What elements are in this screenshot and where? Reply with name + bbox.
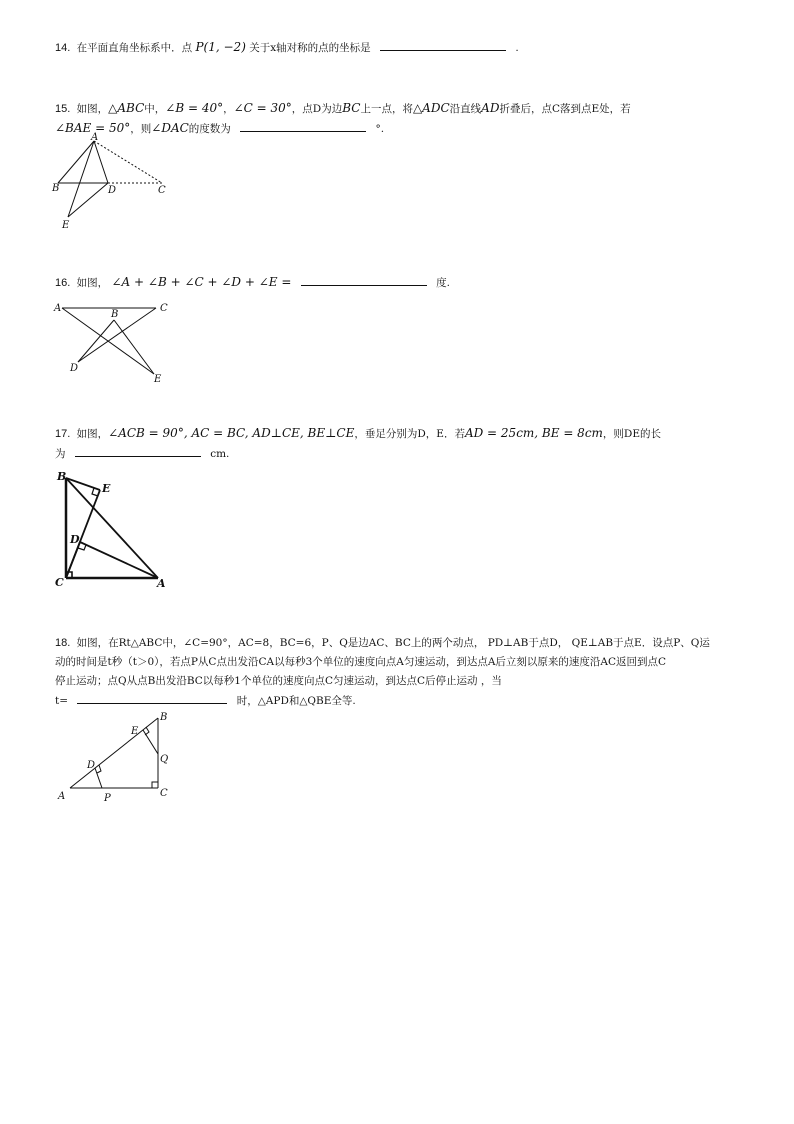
label-E: E — [62, 220, 70, 231]
segment-BE — [114, 320, 154, 374]
math-expression: △ABC — [108, 101, 145, 115]
question-16 — [55, 273, 745, 293]
label-D: D — [70, 533, 80, 546]
question-text: . — [515, 42, 519, 54]
math-expression: ∠ACB = 90°, AC = BC, AD⊥CE, BE⊥CE — [108, 426, 355, 440]
label-B: B — [111, 309, 119, 320]
question-number: 18. — [55, 637, 71, 649]
question-text: 的度数为 — [188, 123, 231, 135]
label-A: A — [91, 132, 99, 143]
question-text: cm. — [210, 448, 230, 460]
question-text: 沿直线 — [449, 103, 482, 115]
label-A: A — [54, 303, 62, 314]
label-E: E — [102, 482, 111, 495]
question-14 — [55, 38, 745, 58]
math-expression: P(1, −2) — [195, 40, 246, 54]
label-A: A — [157, 577, 166, 590]
question-line — [55, 444, 745, 464]
label-C: C — [55, 576, 64, 589]
question-17 — [55, 424, 745, 464]
label-A: A — [58, 791, 66, 802]
math-expression: △ADC — [412, 101, 450, 115]
question-15 — [55, 99, 745, 139]
question-line — [55, 99, 745, 119]
question-text: °. — [375, 123, 385, 135]
question-text: 为 — [55, 448, 66, 460]
math-expression: AD — [481, 101, 500, 115]
figure-q15 — [50, 132, 180, 235]
label-D: D — [87, 760, 96, 771]
question-18 — [55, 634, 755, 711]
math-expression: BC — [342, 101, 361, 115]
figure-q18 — [52, 710, 182, 810]
figure-q17 — [52, 470, 182, 590]
label-D: D — [70, 363, 79, 374]
question-text: 如图， — [76, 277, 109, 289]
question-line: 动的时间是t秒（t＞0），若点P从C点出发沿CA以每秒3个单位的速度向点A匀速运动，到达点A后立刻以原来的速度沿AC返回到点C — [55, 656, 667, 668]
answer-blank[interactable] — [380, 38, 506, 51]
question-line: 停止运动；点Q从点B出发沿BC以每秒1个单位的速度向点C匀速运动，到达点C后停止运动 ，当 — [55, 675, 502, 687]
label-C: C — [158, 185, 166, 196]
label-P: P — [104, 793, 111, 804]
question-line — [55, 634, 755, 653]
answer-blank[interactable] — [75, 444, 201, 457]
segment-BA — [66, 478, 158, 578]
question-text: 中， — [144, 103, 166, 115]
segment-AC-dashed — [94, 141, 162, 183]
question-text: 如图， — [76, 103, 109, 115]
question-text: ， — [223, 103, 234, 115]
question-line — [55, 691, 755, 711]
math-expression: ∠BAE = 50° — [55, 121, 131, 135]
math-expression: ∠DAC — [151, 121, 189, 135]
segment-AD — [94, 141, 108, 183]
right-angle-C — [152, 782, 158, 788]
segment-AB — [70, 718, 158, 788]
question-text: 在平面直角坐标系中．点 — [76, 42, 193, 54]
math-expression: AD = 25cm, BE = 8cm — [464, 426, 603, 440]
math-expression: ∠C = 30° — [233, 101, 292, 115]
question-text: 折叠后，点C落到点E处，若 — [499, 103, 631, 115]
question-text: 关于x轴对称的点的坐标是 — [249, 42, 371, 54]
math-expression: ∠B = 40° — [165, 101, 224, 115]
segment-AB — [58, 141, 94, 183]
question-text: 如图， — [76, 428, 109, 440]
question-text: ，则DE的长 — [602, 428, 662, 440]
segment-DA — [80, 542, 158, 578]
answer-blank[interactable] — [77, 691, 227, 704]
figure-q16 — [50, 298, 180, 388]
question-text: t= — [55, 695, 69, 707]
question-line — [55, 424, 745, 444]
label-Q: Q — [160, 754, 169, 765]
label-E: E — [154, 374, 162, 385]
label-D: D — [108, 185, 117, 196]
label-C: C — [160, 303, 168, 314]
question-text: 度. — [436, 277, 450, 289]
segment-QE — [143, 730, 158, 754]
label-B: B — [160, 712, 168, 723]
question-number: 14. — [55, 42, 71, 54]
label-C: C — [160, 788, 168, 799]
question-text: ，点D为边 — [291, 103, 343, 115]
label-B: B — [52, 183, 60, 194]
question-text: 时，△APD和△QBE全等. — [236, 695, 356, 707]
label-B: B — [57, 470, 67, 483]
label-E: E — [131, 726, 139, 737]
question-number: 15. — [55, 103, 71, 115]
question-number: 17. — [55, 428, 71, 440]
answer-blank[interactable] — [240, 119, 366, 132]
question-text: 如图，在Rt△ABC中，∠C=90°，AC=8，BC=6，P、Q是边AC、BC上的两个动点， PD⊥AB于点D， QE⊥AB于点E．设点P、Q运 — [76, 637, 710, 649]
question-text: ，垂足分别为D，E．若 — [354, 428, 465, 440]
question-number: 16. — [55, 277, 71, 289]
question-text: 上一点，将 — [360, 103, 413, 115]
question-text: ，则 — [130, 123, 152, 135]
answer-blank[interactable] — [301, 273, 427, 286]
math-expression: ∠A + ∠B + ∠C + ∠D + ∠E = — [111, 275, 292, 289]
